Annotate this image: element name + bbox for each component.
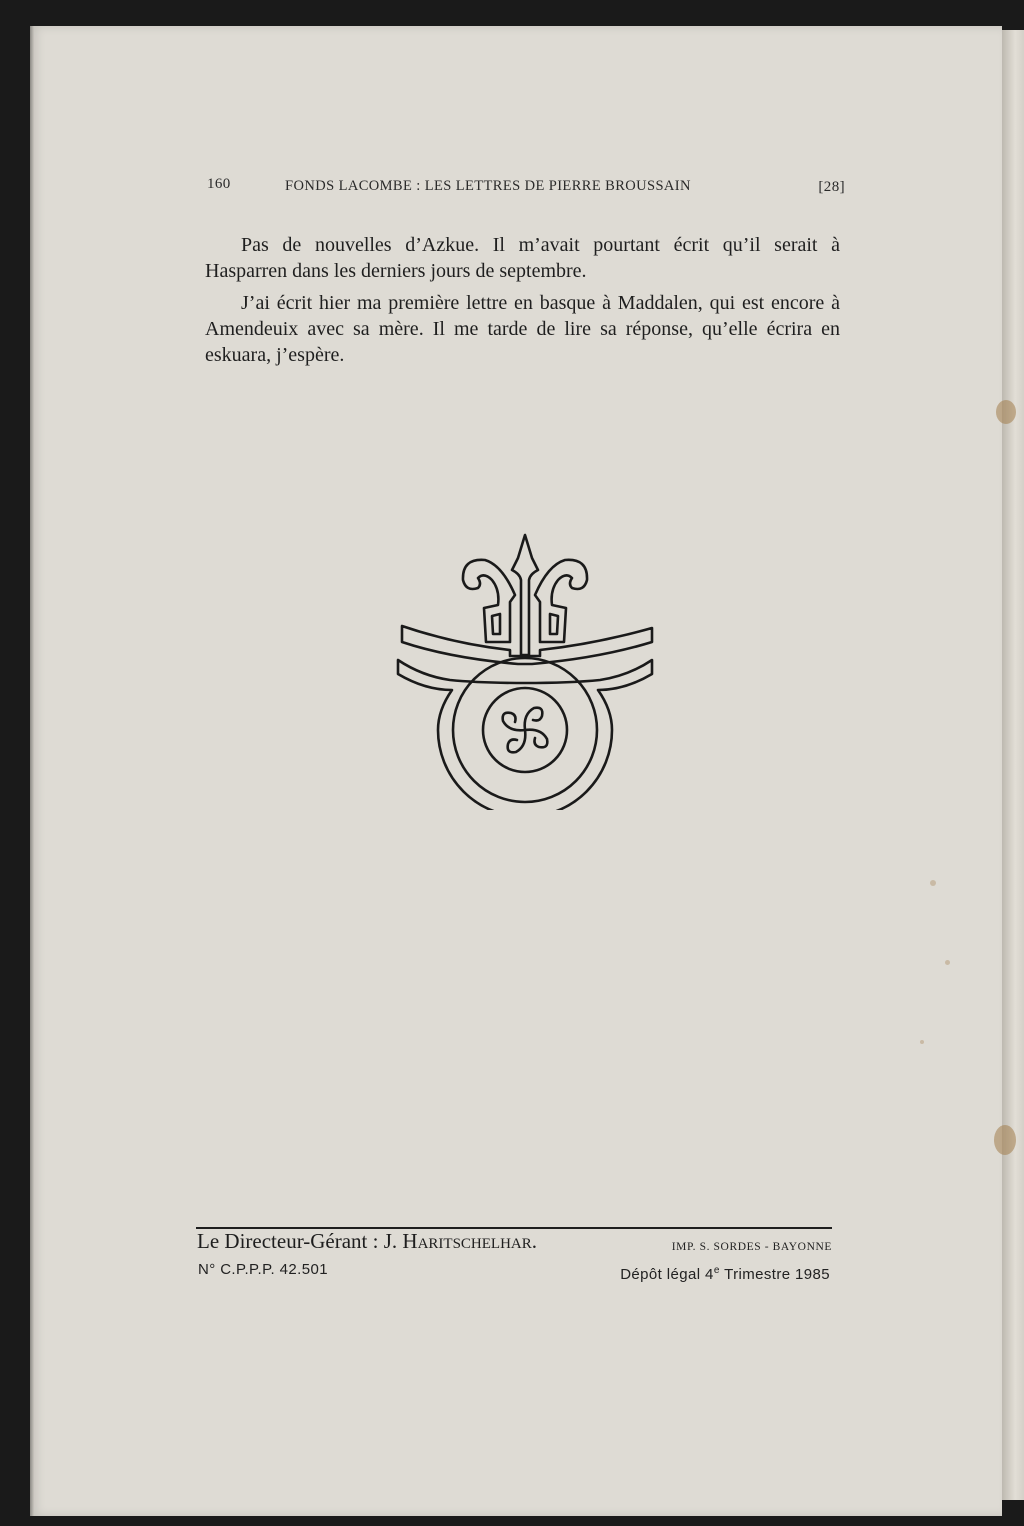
foxing-spot	[994, 1125, 1016, 1155]
director-name: Haritschelhar.	[402, 1229, 537, 1253]
printer-credit: IMP. S. SORDES - BAYONNE	[671, 1241, 832, 1253]
foxing-spot	[996, 400, 1016, 424]
basque-lauburu-emblem-icon	[390, 530, 660, 810]
depot-superscript: e	[713, 1265, 720, 1276]
body-text	[205, 232, 840, 374]
legal-deposit	[620, 1265, 830, 1283]
running-title: FONDS LACOMBE : LES LETTRES DE PIERRE BROUSSAIN	[285, 178, 691, 194]
page-gutter	[30, 26, 34, 1516]
depot-suffix: Trimestre 1985	[719, 1266, 830, 1283]
page-number: 160	[207, 176, 231, 192]
cppp-number: N° C.P.P.P. 42.501	[198, 1261, 328, 1278]
next-page-edge	[1002, 30, 1024, 1500]
foxing-spot	[930, 880, 936, 886]
running-header	[205, 176, 845, 200]
section-number: [28]	[818, 179, 845, 195]
foxing-spot	[945, 960, 950, 965]
paragraph: Pas de nouvelles d’Azkue. Il m’avait pourtant écrit qu’il serait à Hasparren dans les derniers jours de septembre.	[205, 234, 840, 282]
foxing-spot	[920, 1040, 924, 1044]
director-label: Le Directeur-Gérant : J.	[197, 1229, 403, 1253]
depot-prefix: Dépôt légal 4	[620, 1266, 714, 1283]
paragraph: J’ai écrit hier ma première lettre en basque à Maddalen, qui est encore à Amendeuix avec sa mère. Il me tarde de lire sa réponse, qu’elle écrira en eskuara, j’espère.	[205, 292, 840, 366]
director-credit	[197, 1229, 537, 1254]
